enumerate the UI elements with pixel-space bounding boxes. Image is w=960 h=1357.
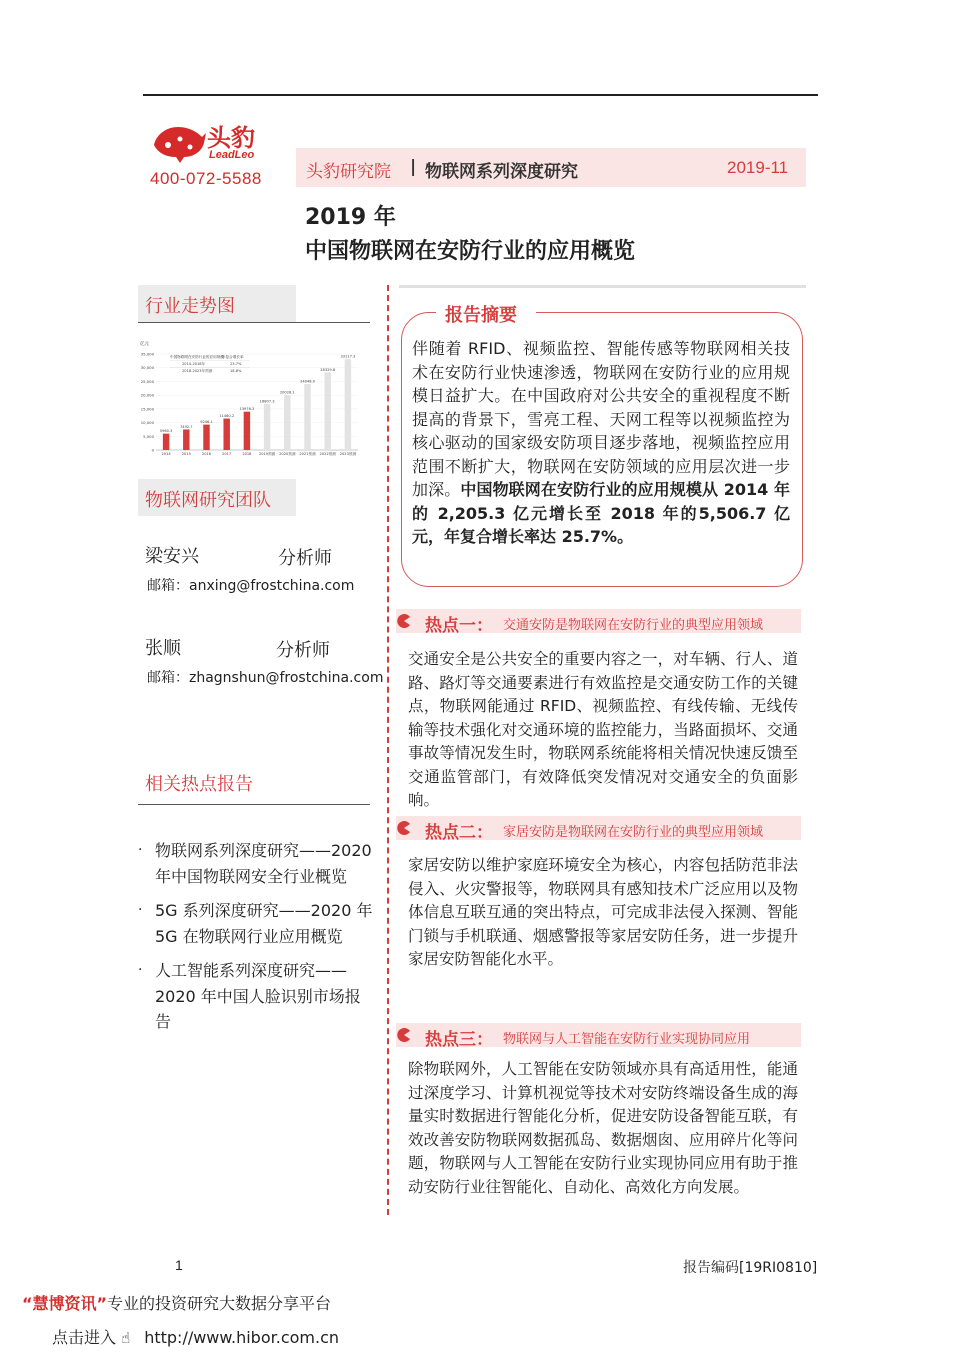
chart-bar (223, 419, 229, 450)
logo-text: 头豹 (207, 124, 255, 152)
hand-pointer-icon: ☝ (121, 1329, 131, 1347)
footer-click-text: 点击进入 (52, 1328, 117, 1347)
summary-text (412, 337, 790, 549)
hotspot-subtitle: 家居安防是物联网在安防行业的典型应用领域 (503, 825, 764, 840)
footer-url[interactable]: http://www.hibor.com.cn (144, 1328, 340, 1347)
chart-ytick-label: 15,000 (140, 406, 154, 412)
report-code: 报告编码[19RI0810] (683, 1260, 818, 1276)
top-rule (143, 94, 818, 96)
related-report-item[interactable] (138, 898, 374, 949)
chart-title: 中国物联网在安防行业的应用规模 (170, 355, 224, 359)
header-separator: | (410, 157, 417, 177)
pacman-icon (396, 1027, 412, 1043)
team-section-title: 物联网研究团队 (145, 490, 271, 511)
chart-bar (324, 372, 330, 450)
chart-xtick-label: 2022预测 (319, 452, 336, 456)
page-number: 1 (175, 1257, 183, 1273)
chart-xtick-label: 2023预测 (339, 452, 357, 456)
chart-table-cagr: 18.8% (230, 369, 242, 373)
chart-table-period: 2014-2018年 (182, 362, 206, 366)
chart-ylabel: 亿元 (140, 342, 149, 347)
related-report-item[interactable] (138, 838, 374, 889)
column-divider (387, 285, 389, 1215)
hotspot-title: 热点一： (425, 616, 493, 636)
chart-ytick-label: 35,000 (140, 351, 154, 357)
analyst-role: 分析师 (276, 640, 330, 661)
chart-xtick-label: 2019预测 (258, 452, 276, 456)
chart-data-label: 24048.9 (300, 379, 315, 384)
chart-data-label: 11460.2 (219, 414, 235, 419)
analyst-email: 邮箱：zhagnshun@frostchina.com (147, 670, 384, 686)
chart-bar (284, 395, 290, 450)
summary-text-bold: 中国物联网在安防行业的应用规模从 2014 年的 2,205.3 亿元增长至 2018 年的5,506.7 亿元，年复合增长率达 25.7%。 (412, 480, 790, 546)
trend-divider (138, 322, 370, 323)
chart-ytick-label: 10,000 (140, 420, 154, 426)
chart-ytick-label: 5,000 (143, 433, 154, 439)
chart-xtick-label: 2018 (242, 452, 252, 456)
chart-xtick-label: 2015 (181, 452, 191, 456)
chart-bar (345, 359, 351, 450)
summary-text-normal: 伴随着 RFID、视频监控、智能传感等物联网相关技术在安防行业快速渗透，物联网在安防行业的应用规模日益扩大。在中国政府对公共安全的重视程度不断提高的背景下，雪亮工程、天网工程等以视频监控为核心驱动的国家级安防项目逐步落地，视频监控应用范围不断扩大，物联网在安防领域的应用层次进一步加深。 (412, 339, 790, 499)
analyst-role: 分析师 (278, 548, 332, 569)
chart-data-label: 28329.8 (320, 367, 336, 372)
related-report-item[interactable] (138, 958, 374, 1035)
chart-bar (203, 425, 209, 450)
footer-link-row[interactable] (52, 1325, 339, 1348)
report-title-year: 2019 年 (305, 205, 396, 230)
analyst-name: 梁安兴 (145, 546, 199, 567)
chart-bar (183, 429, 189, 450)
analyst-email: 邮箱：anxing@frostchina.com (147, 578, 355, 594)
series-name: 物联网系列深度研究 (425, 162, 578, 182)
chart-bar (244, 412, 250, 450)
hotspot-title: 热点二： (425, 823, 493, 843)
chart-ytick-label: 25,000 (140, 378, 154, 384)
hotspot-text: 家居安防以维护家庭环境安全为核心，内容包括防范非法侵入、火灾警报等，物联网具有感知技术广泛应用以及物体信息互联互通的突出特点，可完成非法侵入探测、智能门锁与手机联通、烟感警报等家居安防任务，进一步提升家居安防智能化水平。 (408, 856, 798, 968)
chart-table-header: 年复合增长率 (222, 355, 244, 359)
hotspot-text: 交通安全是公共安全的重要内容之一，对车辆、行人、道路、路灯等交通要素进行有效监控是交通安防工作的关键点，物联网能通过 RFID、视频监控、有线传输、无线传输等技术强化对交通环境的监控能力，当路面损坏、交通事故等情况发生时，物联网系统能将相关情况快速反馈至交通监管部门，有效降低突发情况对交通安全的负面影响。 (408, 650, 798, 809)
pacman-icon (396, 613, 412, 629)
institute-name: 头豹研究院 (306, 162, 391, 182)
chart-bar (264, 404, 270, 450)
chart-ytick-label: 0 (151, 447, 154, 453)
trend-section-title: 行业走势图 (145, 296, 235, 317)
hotspot-subtitle: 物联网与人工智能在安防行业实现协同应用 (503, 1032, 751, 1047)
related-divider (138, 804, 370, 805)
chart-table-period: 2018-2023年预测 (182, 369, 213, 373)
related-report-text: 5G 系列深度研究——2020 年5G 在物联网行业应用概览 (155, 901, 373, 946)
footer-tagline-text: 专业的投资研究大数据分享平台 (107, 1294, 332, 1313)
related-report-text: 物联网系列深度研究——2020 年中国物联网安全行业概览 (155, 841, 372, 886)
chart-data-label: 16807.3 (259, 399, 275, 404)
chart-xtick-label: 2020预测 (279, 452, 296, 456)
chart-ytick-label: 20,000 (140, 392, 154, 398)
bullet: · (138, 842, 143, 858)
summary-top-rule (399, 285, 806, 288)
chart-bar (163, 434, 169, 450)
related-section-title: 相关热点报告 (145, 774, 253, 795)
bullet: · (138, 902, 143, 918)
chart-data-label: 33117.3 (340, 354, 356, 359)
chart-data-label: 9246.1 (200, 420, 213, 425)
footer-quote-close: ” (96, 1294, 108, 1313)
report-date: 2019-11 (727, 158, 789, 177)
chart-xtick-label: 2021预测 (299, 452, 316, 456)
trend-chart (138, 338, 360, 463)
chart-data-label: 13976.3 (239, 407, 255, 412)
footer-brand: 慧博资讯 (32, 1294, 97, 1313)
chart-data-label: 7492.7 (180, 424, 193, 429)
chart-xtick-label: 2017 (222, 452, 232, 456)
chart-bar (304, 384, 310, 450)
hotspot-text: 除物联网外，人工智能在安防领域亦具有高适用性，能通过深度学习、计算机视觉等技术对安防终端设备生成的海量实时数据进行智能化分析，促进安防设备智能互联，有效改善安防物联网数据孤岛、数据烟囱、应用碎片化等问题，物联网与人工智能在安防行业实现协同应用有助于推动安防行业往智能化、自动化、高效化方向发展。 (408, 1060, 798, 1196)
report-title: 中国物联网在安防行业的应用概览 (305, 239, 636, 264)
bullet: · (138, 962, 143, 978)
related-report-list (138, 838, 374, 1044)
analyst-name: 张顺 (145, 638, 181, 659)
summary-label: 报告摘要 (445, 305, 517, 326)
phone-number: 400-072-5588 (150, 169, 262, 188)
hotspot-subtitle: 交通安防是物联网在安防行业的典型应用领域 (503, 618, 764, 633)
footer-quote-open: “ (22, 1294, 33, 1313)
chart-data-label: 20028.1 (279, 390, 295, 395)
chart-ytick-label: 30,000 (140, 365, 154, 371)
chart-data-label: 5960.3 (159, 429, 173, 434)
chart-table-cagr: 23.7% (230, 362, 242, 366)
footer-tagline (22, 1291, 331, 1314)
hotspot-title: 热点三： (425, 1030, 493, 1050)
chart-xtick-label: 2016 (201, 452, 212, 456)
related-report-text: 人工智能系列深度研究——2020 年中国人脸识别市场报告 (155, 961, 361, 1031)
logo-english: LeadLeo (209, 149, 255, 161)
chart-xtick-label: 2014 (161, 452, 171, 456)
pacman-icon (396, 820, 412, 836)
